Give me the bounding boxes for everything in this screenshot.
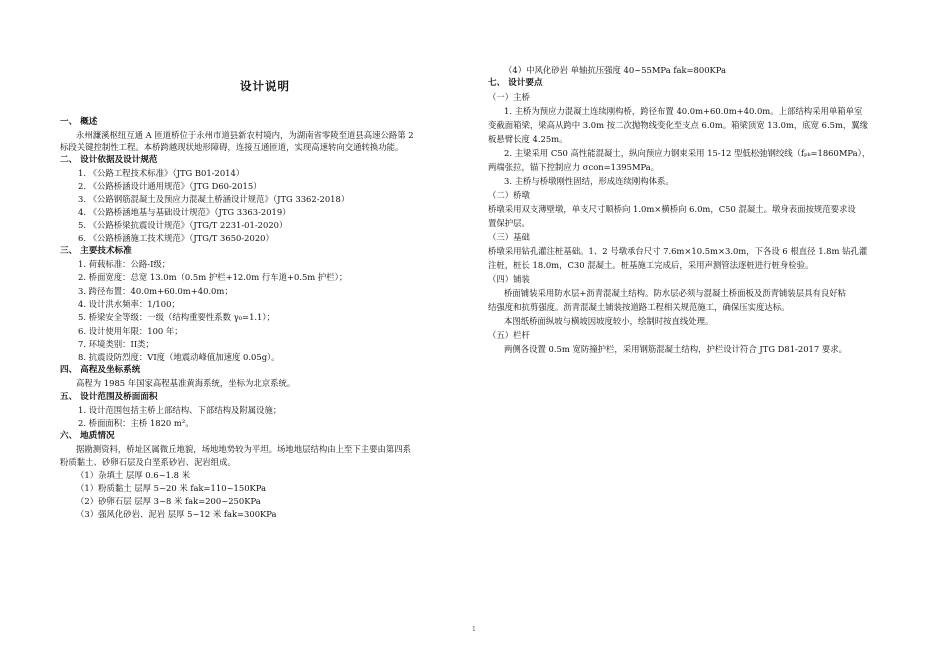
text-line: 4. 《公路桥涵地基与基础设计规范》（JTG 3363-2019） — [78, 207, 291, 217]
section-heading: 六、 地质情况 — [60, 431, 115, 441]
text-line: 板悬臂长度 4.25m。 — [488, 134, 568, 144]
text-line: 2. 主梁采用 C50 高性能混凝土，纵向预应力钢束采用 15-12 型低松弛钢绞线（fₚₖ=1860MPa）， — [504, 148, 871, 158]
text-line: 两侧各设置 0.5m 宽防撞护栏，采用钢筋混凝土结构，护栏设计符合 JTG D81-2017 要求。 — [504, 344, 847, 354]
text-line: （4）中风化砂岩 单轴抗压强度 40~55MPa fak=800KPa — [504, 65, 727, 75]
text-line: 本图纸桥面纵坡与横坡因坡度较小，绘制时按直线处理。 — [504, 316, 714, 326]
text-line: 结强度和抗剪强度。沥青混凝土铺装按道路工程相关规范施工，确保压实度达标。 — [488, 302, 790, 312]
text-line: （1）杂填土 层厚 0.6~1.8 米 — [76, 470, 190, 480]
text-line: 3. 主桥与桥墩刚性固结，形成连续刚构体系。 — [504, 176, 674, 186]
text-line: （2）砂卵石层 层厚 3~8 米 fak=200~250KPa — [76, 496, 261, 506]
text-line: 1. 荷载标准：公路-I级； — [78, 259, 171, 269]
text-line: （3）强风化砂岩、泥岩 层厚 5~12 米 fak=300KPa — [76, 509, 277, 519]
section-heading: 五、 设计范围及桥面面积 — [60, 392, 158, 402]
text-line: 桥墩采用钻孔灌注桩基础。1、2 号墩承台尺寸 7.6m×10.5m×3.0m，下各设 6 根直径 1.8m 钻孔灌 — [488, 246, 868, 256]
text-line: （四）铺装 — [488, 274, 530, 284]
text-line: （一）主桥 — [488, 92, 530, 102]
text-line: （二）桥墩 — [488, 190, 530, 200]
text-line: （五）栏杆 — [488, 330, 530, 340]
text-line: 两端张拉，锚下控制应力 σcon=1395MPa。 — [488, 162, 660, 172]
text-line: 标段关键控制性工程。本桥跨越现状地形障碍，连接互通匝道，实现高速转向交通转换功能。 — [60, 142, 404, 152]
text-line: 据勘测资料，桥址区属微丘地貌，场地地势较为平坦。场地地层结构由上至下主要由第四系 — [76, 444, 411, 454]
text-line: 置保护层。 — [488, 218, 530, 228]
text-line: 4. 设计洪水频率：1/100； — [78, 299, 180, 309]
text-line: 3. 跨径布置：40.0m+60.0m+40.0m； — [78, 286, 233, 296]
text-line: 2. 桥面宽度：总宽 13.0m（0.5m 护栏+12.0m 行车道+0.5m 护栏）； — [78, 272, 348, 282]
text-line: 6. 《公路桥涵施工技术规范》（JTG/T 3650-2020） — [78, 233, 274, 243]
section-heading: 一、 概述 — [60, 117, 98, 127]
text-line: 6. 设计使用年限：100 年； — [78, 326, 183, 336]
document-title: 设计说明 — [240, 79, 290, 93]
text-line: 注桩，桩长 18.0m，C30 混凝土。桩基施工完成后，采用声测管法逐桩进行桩身检验。 — [488, 260, 814, 270]
section-heading: 三、 主要技术标准 — [60, 246, 132, 256]
text-line: 1. 主桥为预应力混凝土连续刚构桥，跨径布置 40.0m+60.0m+40.0m。上部结构采用单箱单室 — [504, 106, 863, 116]
text-line: （三）基础 — [488, 232, 530, 242]
text-line: 7. 环境类别：II类； — [78, 339, 154, 349]
text-line: 2. 《公路桥涵设计通用规范》（JTG D60-2015） — [78, 181, 262, 191]
text-line: 5. 桥梁安全等级：一级（结构重要性系数 γ₀=1.1）； — [78, 312, 275, 322]
text-line: 3. 《公路钢筋混凝土及预应力混凝土桥涵设计规范》（JTG 3362-2018） — [78, 194, 350, 204]
section-heading: 七、 设计要点 — [488, 78, 543, 88]
section-heading: 二、 设计依据及设计规范 — [60, 155, 158, 165]
text-line: 1. 设计范围包括主桥上部结构、下部结构及附属设施； — [78, 405, 282, 415]
text-line: 2. 桥面面积：主桥 1820 m²。 — [78, 418, 194, 428]
text-line: 8. 抗震设防烈度：VI度（地震动峰值加速度 0.05g）。 — [78, 352, 280, 362]
text-line: 高程为 1985 年国家高程基准黄海系统，坐标为北京系统。 — [76, 378, 296, 388]
text-line: 粉质黏土、砂卵石层及白垩系砂岩、泥岩组成。 — [60, 457, 236, 467]
text-line: 5. 《公路桥梁抗震设计规范》（JTG/T 2231-01-2020） — [78, 220, 288, 230]
text-line: 变截面箱梁，梁高从跨中 3.0m 按二次抛物线变化至支点 6.0m。箱梁顶宽 13.0m，底宽 6.5m，翼缘 — [488, 120, 869, 130]
text-line: （1）粉质黏土 层厚 5~20 米 fak=110~150KPa — [76, 483, 267, 493]
text-line: 桥面铺装采用防水层+沥青混凝土结构。防水层必须与混凝土桥面板及沥青铺装层具有良好粘 — [504, 288, 847, 298]
text-line: 1. 《公路工程技术标准》（JTG B01-2014） — [78, 168, 245, 178]
text-line: 永州濂溪枢纽互通 A 匝道桥位于永州市道县新农村境内，为湖南省零陵至道县高速公路第 2 — [76, 130, 414, 140]
text-line: 桥墩采用双支薄壁墩，单支尺寸顺桥向 1.0m×横桥向 6.0m，C50 混凝土。墩身表面按规范要求设 — [488, 204, 856, 214]
section-heading: 四、 高程及坐标系统 — [60, 365, 141, 375]
page-number: 1 — [472, 626, 476, 633]
